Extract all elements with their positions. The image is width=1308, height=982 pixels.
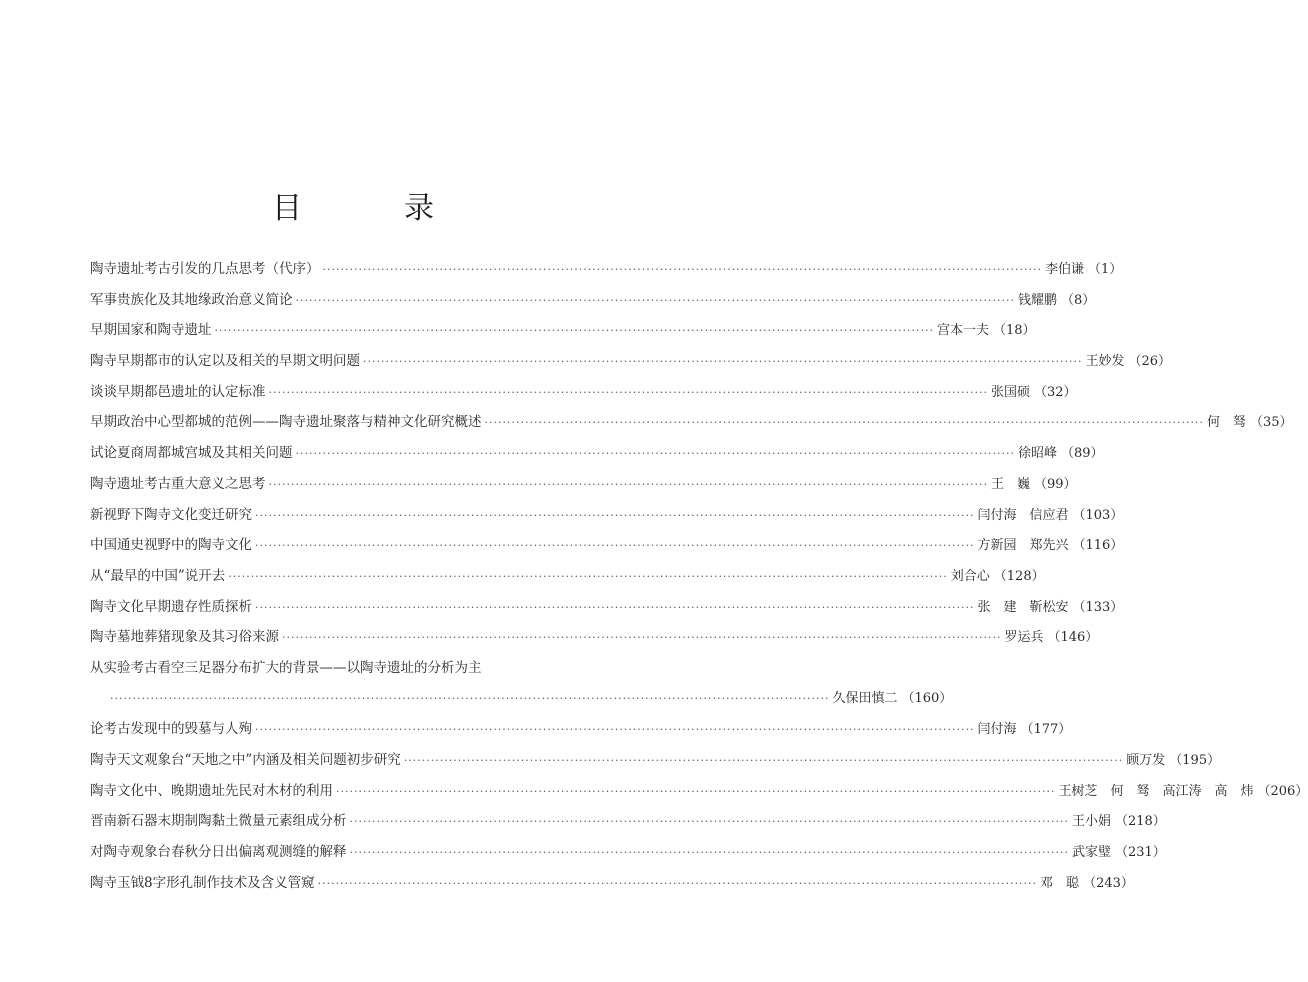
leader-dots <box>404 746 1123 777</box>
entry-title: 对陶寺观象台春秋分日出偏离观测缝的解释 <box>90 844 347 861</box>
table-of-contents <box>90 254 1308 898</box>
entry-author: 钱耀鹏 <box>1017 292 1057 308</box>
entry-title: 陶寺天文观象台“天地之中”内涵及相关问题初步研究 <box>90 752 401 768</box>
entry-title: 早期政治中心型都城的范例——陶寺遗址聚落与精神文化研究概述 <box>90 414 482 431</box>
toc-entry[interactable] <box>90 500 1124 531</box>
leader-dots <box>255 593 974 624</box>
page-title: 目 录 <box>272 191 470 226</box>
entry-author: 王妙发 <box>1085 354 1125 370</box>
entry-author: 张国硕 <box>990 384 1030 400</box>
entry-title: 陶寺文化早期遗存性质探析 <box>90 598 252 615</box>
toc-entry[interactable] <box>90 837 1166 868</box>
entry-author: 何 驽 <box>1206 415 1246 431</box>
entry-title: 陶寺玉钺8字形孔制作技术及含义管窥 <box>90 874 315 891</box>
entry-author: 王 巍 <box>990 476 1030 492</box>
toc-entry[interactable] <box>90 254 1123 285</box>
toc-entry[interactable] <box>90 622 1099 653</box>
entry-page: （35） <box>1249 415 1293 431</box>
entry-title: 早期国家和陶寺遗址 <box>90 322 212 339</box>
entry-page: （89） <box>1060 446 1104 462</box>
entry-title: 从实验考古看空三足器分布扩大的背景——以陶寺遗址的分析为主 <box>90 659 482 676</box>
entry-title: 试论夏商周都城宫城及其相关问题 <box>90 445 293 462</box>
leader-dots <box>228 562 947 593</box>
entry-author: 李伯谦 <box>1044 262 1084 277</box>
toc-entry[interactable] <box>90 469 1077 500</box>
entry-title: 陶寺墓地葬猪现象及其习俗来源 <box>90 629 279 646</box>
entry-title: 谈谈早期都邑遗址的认定标准 <box>90 383 266 400</box>
entry-page: （195） <box>1169 753 1221 768</box>
entry-author: 顾万发 <box>1126 753 1166 768</box>
toc-entry[interactable] <box>90 745 1221 776</box>
leader-dots <box>318 869 1037 900</box>
entry-title: 陶寺遗址考古引发的几点思考（代序） <box>90 261 320 277</box>
entry-page: （32） <box>1033 384 1077 400</box>
toc-entry[interactable] <box>90 346 1172 377</box>
entry-page: （26） <box>1128 354 1172 370</box>
entry-page: （1） <box>1087 262 1123 277</box>
leader-dots <box>269 470 988 501</box>
toc-entry[interactable] <box>90 377 1077 408</box>
toc-entry[interactable] <box>90 407 1293 438</box>
leader-dots <box>323 255 1042 286</box>
leader-dots <box>269 378 988 409</box>
entry-page: （243） <box>1083 875 1134 891</box>
entry-author: 闫付海 信应君 <box>977 507 1069 523</box>
entry-page: （160） <box>901 690 953 706</box>
leader-dots <box>485 408 1204 439</box>
entry-title: 陶寺遗址考古重大意义之思考 <box>90 475 266 492</box>
toc-entry-two-line[interactable] <box>90 653 953 714</box>
entry-title: 晋南新石器末期制陶黏土微量元素组成分析 <box>90 813 347 830</box>
entry-page: （177） <box>1020 722 1072 738</box>
entry-page: （18） <box>992 323 1036 339</box>
entry-page: （103） <box>1072 507 1124 523</box>
leader-dots <box>350 807 1069 838</box>
entry-page: （146） <box>1047 630 1099 646</box>
entry-page: （128） <box>993 568 1045 584</box>
leader-dots <box>215 316 934 347</box>
entry-author: 邓 聪 <box>1040 875 1080 891</box>
entry-page: （218） <box>1114 814 1166 830</box>
entry-title: 军事贵族化及其地缘政治意义简论 <box>90 291 293 308</box>
entry-title: 从“最早的中国”说开去 <box>90 567 226 584</box>
entry-author: 武家璧 <box>1071 845 1111 861</box>
entry-page: （116） <box>1072 538 1124 554</box>
entry-author: 张 建 靳松安 <box>977 599 1069 615</box>
leader-dots <box>363 347 1082 378</box>
leader-dots <box>336 777 1055 808</box>
leader-dots <box>255 715 974 746</box>
toc-entry[interactable] <box>90 530 1124 561</box>
toc-entry[interactable] <box>90 285 1096 316</box>
entry-author: 王小娟 <box>1071 814 1111 830</box>
entry-title: 陶寺文化中、晚期遗址先民对木材的利用 <box>90 782 333 799</box>
entry-author: 宫本一夫 <box>936 323 989 339</box>
entry-author: 方新园 郑先兴 <box>977 538 1069 554</box>
toc-entry[interactable] <box>90 776 1308 807</box>
leader-dots <box>350 838 1069 869</box>
toc-entry[interactable] <box>90 714 1072 745</box>
entry-author: 闫付海 <box>977 722 1017 738</box>
entry-page: （206） <box>1257 783 1308 799</box>
leader-dots <box>296 439 1015 470</box>
leader-dots <box>110 684 829 715</box>
toc-entry[interactable] <box>90 868 1134 899</box>
entry-page: （8） <box>1060 292 1096 308</box>
entry-title: 论考古发现中的毁墓与人殉 <box>90 721 252 738</box>
leader-dots <box>255 501 974 532</box>
entry-page: （231） <box>1114 845 1166 861</box>
entry-title: 新视野下陶寺文化变迁研究 <box>90 506 252 523</box>
entry-author: 徐昭峰 <box>1017 446 1057 462</box>
leader-dots <box>255 531 974 562</box>
entry-title: 中国通史视野中的陶寺文化 <box>90 537 252 554</box>
leader-dots <box>296 286 1015 317</box>
toc-entry[interactable] <box>90 561 1045 592</box>
entry-title: 陶寺早期都市的认定以及相关的早期文明问题 <box>90 353 360 370</box>
entry-author: 刘合心 <box>950 568 990 584</box>
toc-entry[interactable] <box>90 592 1124 623</box>
entry-author: 罗运兵 <box>1004 630 1044 646</box>
entry-page: （133） <box>1072 599 1124 615</box>
toc-entry[interactable] <box>90 806 1166 837</box>
entry-author: 王树芝 何 驽 高江涛 高 炜 <box>1058 783 1254 799</box>
toc-entry[interactable] <box>90 438 1104 469</box>
leader-dots <box>282 623 1001 654</box>
entry-author: 久保田慎二 <box>832 690 898 706</box>
entry-page: （99） <box>1033 476 1077 492</box>
toc-entry[interactable] <box>90 315 1036 346</box>
